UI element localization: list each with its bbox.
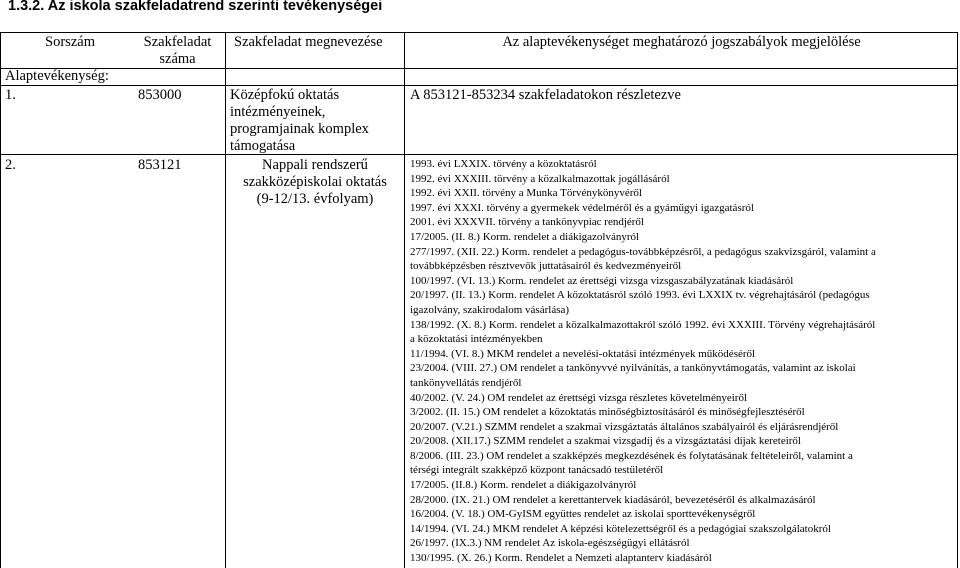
law-line: 2001. évi XXXVII. törvény a tankönyvpiac rendjéről (410, 216, 644, 229)
law-line: 17/2005. (II. 8.) Korm. rendelet a diákigazolványról (410, 230, 640, 243)
law-line: 17/2005. (II.8.) Korm. rendelet a diákigazolványról (410, 479, 637, 492)
row1-detail: A 853121-853234 szakfeladatokon részletezve (410, 87, 681, 103)
section-divider (0, 85, 958, 86)
header-sorszam: Sorszám (45, 34, 95, 50)
law-line: 23/2004. (VIII. 27.) OM rendelet a tankönyvvé nyilvánítás, a tankönyvtámogatás, valamint az iskolai (410, 362, 856, 375)
header-jogszabalyok: Az alaptevékenységet meghatározó jogszabályok megjelölése (502, 34, 861, 50)
header-szakfeladat-szama (130, 34, 225, 68)
activities-table (0, 32, 958, 568)
row1-num: 1. (5, 87, 16, 103)
row1-name-line: programjainak komplex (230, 121, 369, 137)
law-line: 20/2007. (V.21.) SZMM rendelet a szakmai vizsgáztatás általános szabályairól és eljárásrendjéről (410, 420, 839, 433)
row2-code: 853121 (138, 157, 182, 173)
header-szakfeladat-line1: Szakfeladat (143, 34, 212, 50)
column-divider-laws (404, 32, 405, 568)
law-line: 100/1997. (VI. 13.) Korm. rendelet az érettségi vizsga vizsgaszabályzatának kiadásáról (410, 274, 794, 287)
row2-name-line: szakközépiskolai oktatás (243, 174, 387, 190)
row1-name-line: intézményeinek, (230, 104, 326, 120)
row2-name-line: Nappali rendszerű (262, 157, 368, 173)
row-divider (0, 154, 958, 155)
law-line: tankönyvellátás rendjéről (410, 376, 522, 389)
laws-list (410, 157, 958, 566)
law-line: 8/2006. (III. 23.) OM rendelet a szakképzés megkezdésének és folytatásának feltételeiről, valamint a (410, 449, 853, 462)
law-line: 14/1994. (VI. 24.) MKM rendelet A képzési kötelezettségről és a pedagógiai szakszolgálatokról (410, 522, 831, 535)
row1-name-line: támogatása (230, 138, 296, 154)
law-line: 20/2008. (XII.17.) SZMM rendelet a szakmai vizsgadíj és a vizsgáztatási díjak kereteiről (410, 435, 801, 448)
law-line: 1997. évi XXXI. törvény a gyermekek védelméről és a gyámügyi igazgatásról (410, 201, 754, 214)
law-line: 1992. évi XXXIII. törvény a közalkalmazottak jogállásáról (410, 172, 670, 185)
law-line: 1993. évi LXXIX. törvény a közoktatásról (410, 158, 597, 170)
law-line: 3/2002. (II. 15.) OM rendelet a közoktatás minőségbiztosításáról és minőségfejlesztéséről (410, 406, 805, 419)
header-divider (0, 68, 958, 69)
header-szakfeladat-line2: száma (159, 51, 196, 67)
law-line: 16/2004. (V. 18.) OM-GyISM együttes rendelet az iskolai sporttevékenységről (410, 508, 756, 521)
law-line: igazolvány, szakirodalom vásárlása) (410, 303, 570, 316)
law-line: térségi integrált szakképző központ tanácsadó testületéről (410, 464, 664, 477)
law-line: 138/1992. (X. 8.) Korm. rendelet a közalkalmazottakról szóló 1992. évi XXXIII. Törvény végrehajtásáról (410, 318, 876, 331)
law-line: 26/1997. (IX.3.) NM rendelet Az iskola-egészségügyi ellátásról (410, 537, 690, 550)
row2-name-line: (9-12/13. évfolyam) (256, 191, 374, 207)
row2-name (226, 157, 404, 208)
law-line: 1992. évi XXII. törvény a Munka Törvénykönyvéről (410, 187, 642, 200)
row1-code: 853000 (138, 87, 182, 103)
header-megnevezes: Szakfeladat megnevezése (234, 34, 383, 50)
column-divider-name (225, 32, 226, 568)
row1-name-line: Középfokú oktatás (230, 87, 340, 103)
law-line: a közoktatási intézményekben (410, 333, 543, 346)
law-line: 20/1997. (II. 13.) Korm. rendelet A közoktatásról szóló 1993. évi LXXIX tv. végrehajtásáról (pedagógus (410, 289, 870, 302)
law-line: 40/2002. (V. 24.) OM rendelet az érettségi vizsga részletes követelményeiről (410, 391, 748, 404)
table-border-left (0, 32, 1, 568)
law-line: továbbképzésben résztvevők juttatásairól és kedvezményeiről (410, 260, 682, 273)
law-line: 11/1994. (VI. 8.) MKM rendelet a nevelési-oktatási intézmények működéséről (410, 347, 756, 360)
row2-num: 2. (5, 157, 16, 173)
law-line: 130/1995. (X. 26.) Korm. Rendelet a Nemzeti alaptanterv kiadásáról (410, 552, 712, 565)
law-line: 277/1997. (XII. 22.) Korm. rendelet a pedagógus-továbbképzésről, a pedagógus szakvizsgáról, valamint a (410, 245, 876, 258)
section-heading: 1.3.2. Az iskola szakfeladatrend szerinti tevékenységei (8, 0, 383, 14)
section-label: Alaptevékenység: (5, 68, 109, 84)
row1-name (230, 87, 369, 155)
law-line: 28/2000. (IX. 21.) OM rendelet a kerettantervek kiadásáról, bevezetéséről és alkalmazásáról (410, 493, 816, 506)
table-border-top (0, 32, 958, 33)
